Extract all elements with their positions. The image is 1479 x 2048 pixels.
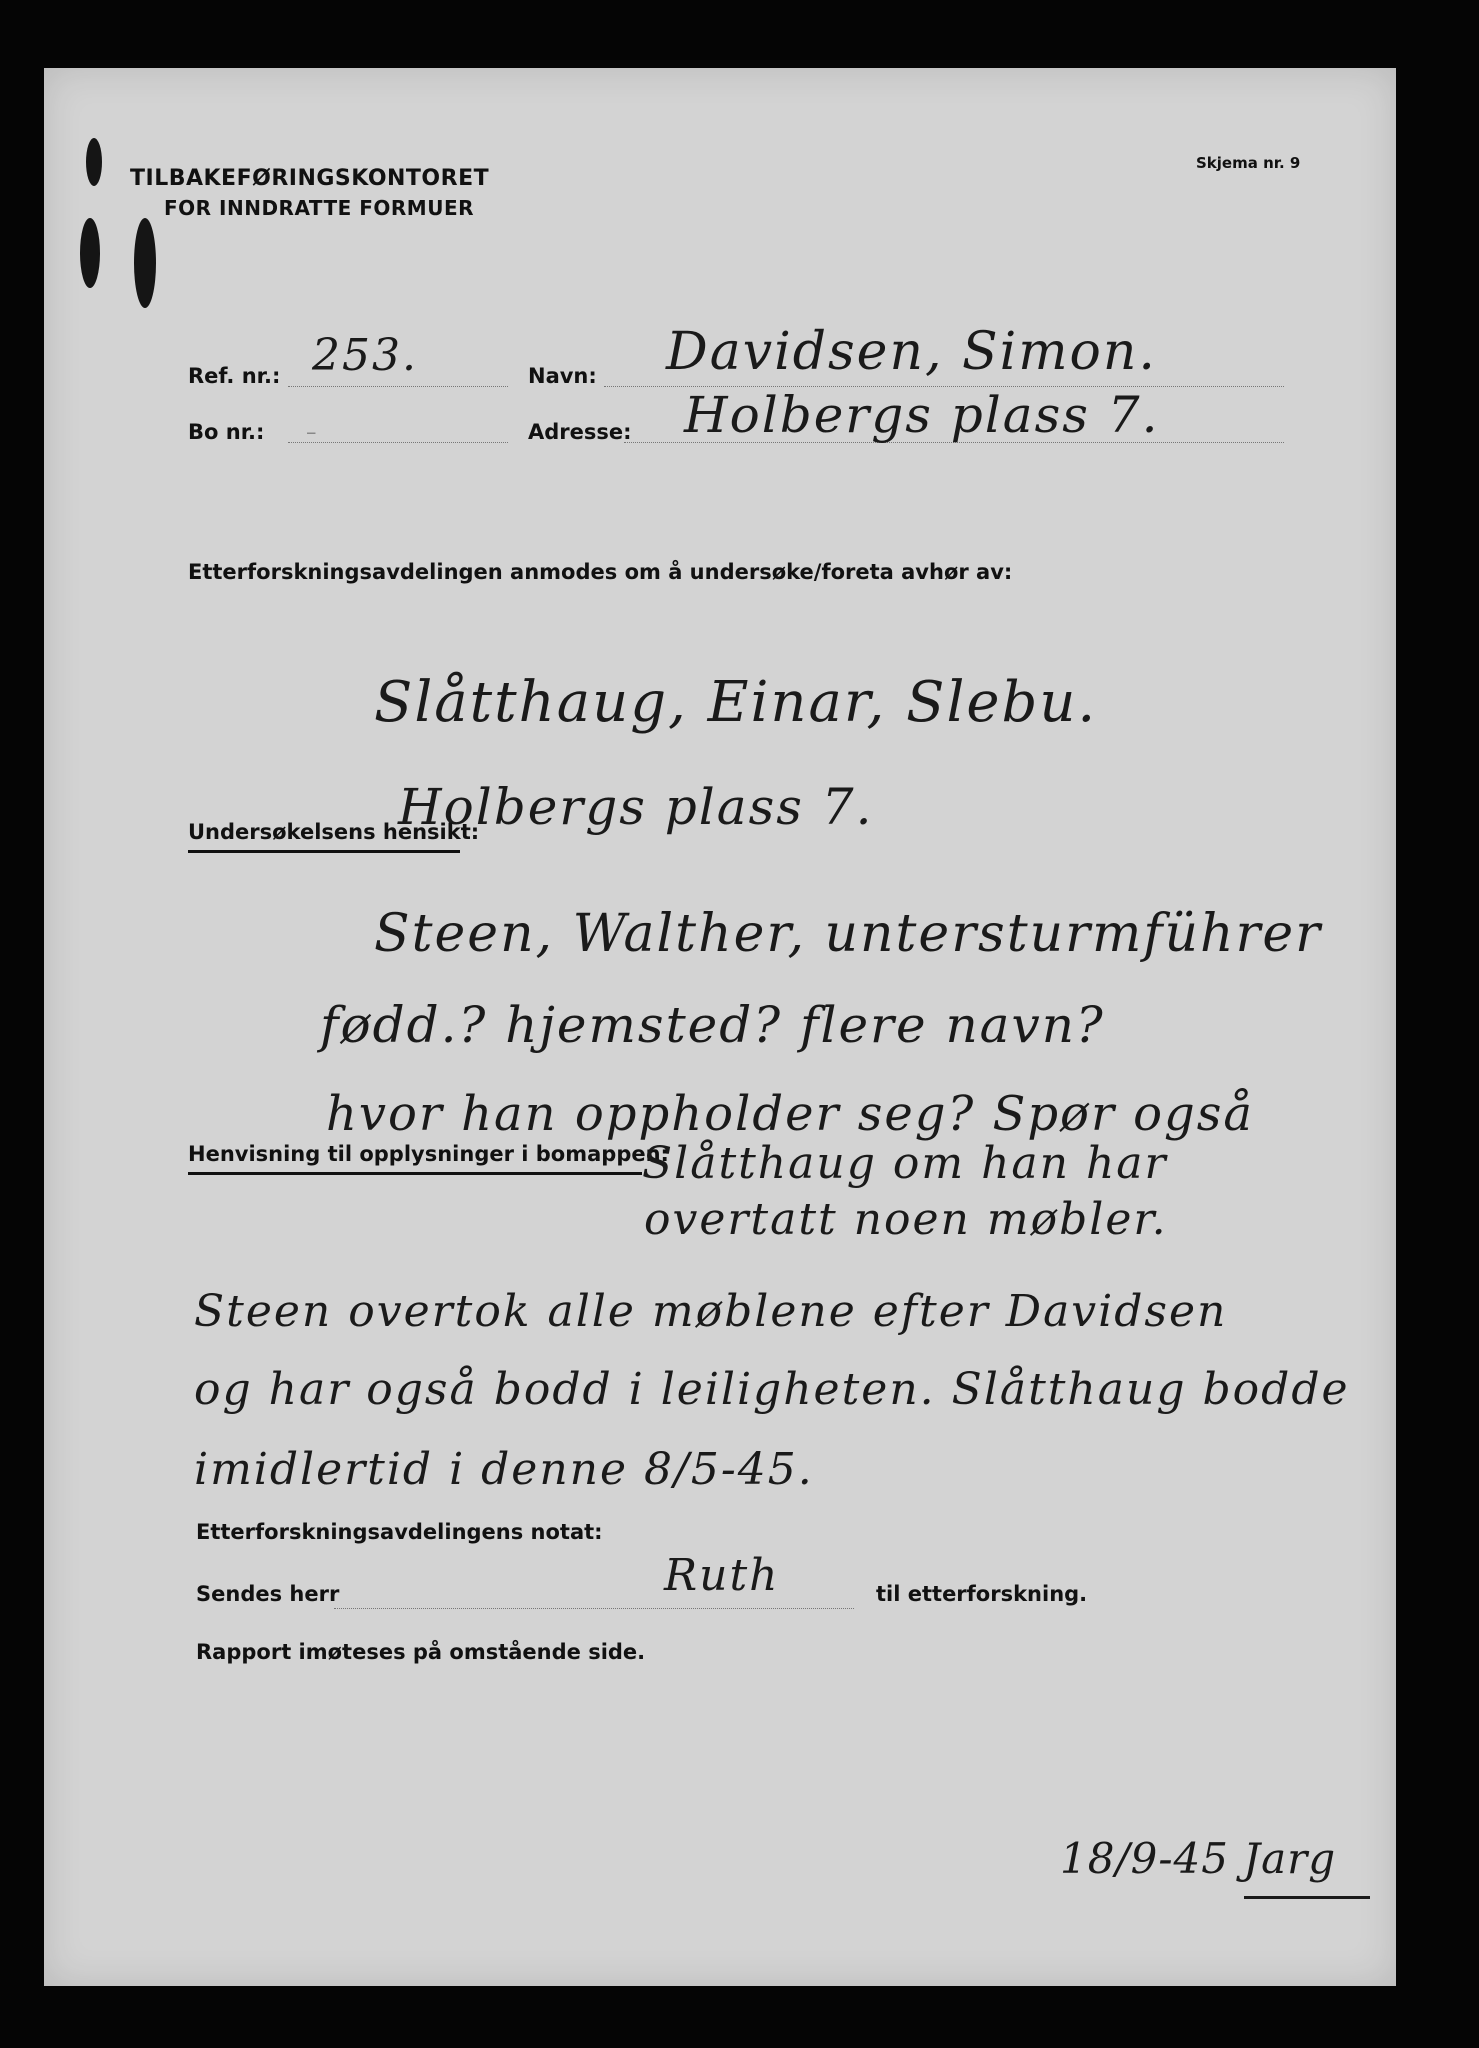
- request-subject-line1: Slåtthaug, Einar, Slebu.: [374, 670, 1098, 735]
- ref-value: 253.: [312, 330, 418, 381]
- reference-underline: [188, 1172, 642, 1175]
- form-number: Skjema nr. 9: [1196, 154, 1301, 172]
- bo-label: Bo nr.:: [188, 420, 265, 444]
- ref-label: Ref. nr.:: [188, 364, 281, 388]
- reference-note1: Steen overtok alle møblene efter Davidsen: [194, 1286, 1228, 1337]
- sendes-line: [334, 1608, 854, 1609]
- ink-smudge: [80, 218, 100, 288]
- adresse-label: Adresse:: [528, 420, 632, 444]
- purpose-line3: hvor han oppholder seg? Spør også: [326, 1086, 1255, 1142]
- form-sheet: [44, 68, 1396, 1986]
- sendes-label: Sendes herr: [196, 1582, 340, 1606]
- notat-label: Etterforskningsavdelingens notat:: [196, 1520, 603, 1544]
- request-subject-line2: Holbergs plass 7.: [398, 778, 874, 836]
- reference-line2: overtatt noen møbler.: [644, 1194, 1168, 1245]
- reference-label: Henvisning til opplysninger i bomappen:: [188, 1142, 669, 1166]
- ink-smudge: [134, 218, 156, 308]
- bo-value: –: [306, 420, 317, 444]
- reference-note3: imidlertid i denne 8/5-45.: [194, 1444, 814, 1495]
- rapport-text: Rapport imøteses på omstående side.: [196, 1640, 646, 1664]
- navn-label: Navn:: [528, 364, 597, 388]
- org-name-line1: TILBAKEFØRINGSKONTORET: [130, 166, 490, 191]
- request-label: Etterforskningsavdelingen anmodes om å undersøke/foreta avhør av:: [188, 560, 1013, 584]
- ref-line: [288, 386, 508, 387]
- date-signature: 18/9-45 Jarg: [1060, 1834, 1337, 1883]
- reference-note2: og har også bodd i leiligheten. Slåtthaug bodde: [194, 1364, 1350, 1415]
- sendes-suffix: til etterforskning.: [876, 1582, 1088, 1606]
- signature-underline: [1244, 1896, 1370, 1899]
- adresse-value: Holbergs plass 7.: [684, 386, 1160, 444]
- reference-line1: Slåtthaug om han har: [642, 1138, 1168, 1189]
- sendes-value: Ruth: [664, 1550, 780, 1601]
- purpose-label: Undersøkelsens hensikt:: [188, 820, 480, 844]
- ink-smudge: [86, 138, 102, 186]
- purpose-line1: Steen, Walther, untersturmführer: [374, 904, 1322, 964]
- bo-line: [288, 442, 508, 443]
- purpose-underline: [188, 850, 460, 853]
- org-name-line2: FOR INNDRATTE FORMUER: [164, 196, 475, 220]
- navn-value: Davidsen, Simon.: [666, 322, 1157, 382]
- purpose-line2: fødd.? hjemsted? flere navn?: [320, 996, 1105, 1054]
